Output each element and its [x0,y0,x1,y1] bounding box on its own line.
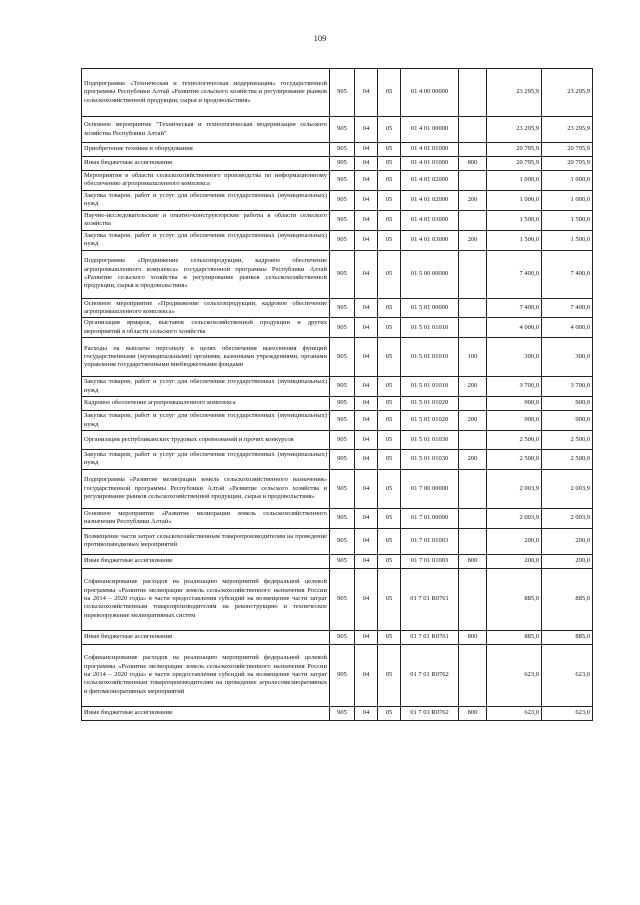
table-row [82,338,593,377]
target-article: 01 7 01 00000 [401,508,459,528]
table-row [82,630,593,644]
section-code: 04 [355,298,378,318]
subsection-code: 05 [378,318,401,338]
target-article: 01 4 01 03000 [401,210,459,230]
amount-1: 1 000,0 [487,171,542,191]
amount-1: 900,0 [487,411,542,431]
amount-2: 7 400,0 [542,298,593,318]
table-row [82,190,593,210]
ministry-code: 905 [330,508,355,528]
row-name: Софинансирование расходов на реализацию мероприятий федеральной целевой программы «Развитие мелиорации земель сельскохозяйственного назначения России на 2014 – 2020 годы» в части предоставления субсидий на возмещение части затрат сельскохозяйственным товаропроизводителям на проведение агролесомелиоративных и фитомелиоративных мероприятий [82,644,330,706]
amount-1: 2 500,0 [487,450,542,470]
ministry-code: 905 [330,411,355,431]
table-row [82,157,593,171]
table-row [82,318,593,338]
amount-2: 20 795,9 [542,143,593,157]
section-code: 04 [355,171,378,191]
table-row [82,298,593,318]
ministry-code: 905 [330,630,355,644]
subsection-code: 05 [378,554,401,568]
ministry-code: 905 [330,143,355,157]
amount-2: 623,0 [542,706,593,720]
amount-2: 2 500,0 [542,450,593,470]
amount-1: 23 295,9 [487,117,542,143]
subsection-code: 05 [378,568,401,630]
amount-1: 300,0 [487,338,542,377]
expense-type [459,397,487,411]
expense-type [459,298,487,318]
target-article: 01 5 01 01010 [401,338,459,377]
budget-table-body [82,69,593,721]
target-article: 01 5 01 00000 [401,298,459,318]
expense-type: 200 [459,377,487,397]
amount-2: 4 000,0 [542,318,593,338]
ministry-code: 905 [330,230,355,250]
target-article: 01 7 01 01003 [401,528,459,554]
subsection-code: 05 [378,469,401,508]
amount-1: 2 500,0 [487,431,542,450]
section-code: 04 [355,143,378,157]
amount-2: 300,0 [542,338,593,377]
amount-1: 4 000,0 [487,318,542,338]
section-code: 04 [355,69,378,117]
amount-2: 1 000,0 [542,190,593,210]
target-article: 01 5 01 01030 [401,450,459,470]
amount-1: 1 500,0 [487,210,542,230]
amount-1: 623,0 [487,706,542,720]
amount-2: 900,0 [542,411,593,431]
target-article: 01 7 01 R0762 [401,644,459,706]
amount-2: 7 400,0 [542,250,593,298]
amount-1: 900,0 [487,397,542,411]
section-code: 04 [355,397,378,411]
target-article: 01 4 00 00000 [401,69,459,117]
section-code: 04 [355,450,378,470]
table-row [82,450,593,470]
amount-2: 623,0 [542,644,593,706]
subsection-code: 05 [378,431,401,450]
ministry-code: 905 [330,706,355,720]
section-code: 04 [355,230,378,250]
expense-type: 100 [459,338,487,377]
subsection-code: 05 [378,338,401,377]
row-name: Иные бюджетные ассигнования [82,706,330,720]
subsection-code: 05 [378,230,401,250]
target-article: 01 4 01 00000 [401,117,459,143]
table-row [82,210,593,230]
row-name: Организация республиканских трудовых соревнований и прочих конкурсов [82,431,330,450]
row-name: Мероприятия в области сельскохозяйственного производства по информационному обеспечению агропромышленного комплекса [82,171,330,191]
ministry-code: 905 [330,377,355,397]
expense-type [459,431,487,450]
table-row [82,644,593,706]
row-name: Закупка товаров, работ и услуг для обеспечения государственных (муниципальных) нужд [82,190,330,210]
row-name: Закупка товаров, работ и услуг для обеспечения государственных (муниципальных) нужд [82,411,330,431]
ministry-code: 905 [330,171,355,191]
target-article: 01 5 01 01010 [401,377,459,397]
ministry-code: 905 [330,157,355,171]
expense-type [459,568,487,630]
target-article: 01 5 00 00000 [401,250,459,298]
section-code: 04 [355,528,378,554]
row-name: Расходы на выплаты персоналу в целях обеспечения выполнения функций государственными (муниципальными) органами, казенными учреждениями, органами управления государственными внебюджетными фондами [82,338,330,377]
table-row [82,411,593,431]
ministry-code: 905 [330,644,355,706]
amount-2: 1 500,0 [542,230,593,250]
ministry-code: 905 [330,469,355,508]
subsection-code: 05 [378,644,401,706]
target-article: 01 7 01 R0761 [401,630,459,644]
section-code: 04 [355,190,378,210]
row-name: Подпрограмма «Развитие мелиорации земель сельскохозяйственного назначения» государственной программы Республики Алтай «Развитие сельского хозяйства и регулирование рынков сельскохозяйственной продукции, сырья и продовольствия» [82,469,330,508]
subsection-code: 05 [378,528,401,554]
amount-2: 885,0 [542,568,593,630]
subsection-code: 05 [378,143,401,157]
table-row [82,568,593,630]
amount-2: 2 500,0 [542,431,593,450]
amount-1: 885,0 [487,568,542,630]
subsection-code: 05 [378,157,401,171]
amount-2: 23 295,9 [542,117,593,143]
section-code: 04 [355,157,378,171]
table-row [82,377,593,397]
section-code: 04 [355,250,378,298]
subsection-code: 05 [378,397,401,411]
amount-2: 200,0 [542,554,593,568]
ministry-code: 905 [330,298,355,318]
expense-type: 200 [459,450,487,470]
row-name: Основное мероприятие «Развитие мелиорации земель сельскохозяйственного назначения Республики Алтай» [82,508,330,528]
row-name: Закупка товаров, работ и услуг для обеспечения государственных (муниципальных) нужд [82,450,330,470]
section-code: 04 [355,377,378,397]
expense-type [459,644,487,706]
ministry-code: 905 [330,117,355,143]
target-article: 01 4 01 01000 [401,157,459,171]
amount-1: 200,0 [487,554,542,568]
table-row [82,469,593,508]
expense-type [459,171,487,191]
row-name: Подпрограмма «Продвижение сельхозпродукции, кадровое обеспечение агропромышленного комплекса» государственной программы Республики Алтай «Развитие сельского хозяйства и регулирование рынков сельскохозяйственной продукции, сырья и продовольствия» [82,250,330,298]
subsection-code: 05 [378,117,401,143]
amount-2: 20 795,9 [542,157,593,171]
amount-2: 23 295,9 [542,69,593,117]
ministry-code: 905 [330,250,355,298]
expense-type: 800 [459,554,487,568]
amount-2: 1 000,0 [542,171,593,191]
section-code: 04 [355,508,378,528]
row-name: Организация ярмарок, выставок сельскохозяйственной продукции и других мероприятий в области сельского хозяйства [82,318,330,338]
row-name: Основное мероприятие "Техническая и технологическая модернизация сельского хозяйства Республики Алтай" [82,117,330,143]
section-code: 04 [355,117,378,143]
amount-2: 885,0 [542,630,593,644]
table-row [82,554,593,568]
expense-type [459,469,487,508]
target-article: 01 5 01 01020 [401,397,459,411]
amount-1: 623,0 [487,644,542,706]
ministry-code: 905 [330,554,355,568]
target-article: 01 7 01 R0761 [401,568,459,630]
ministry-code: 905 [330,190,355,210]
row-name: Закупка товаров, работ и услуг для обеспечения государственных (муниципальных) нужд [82,377,330,397]
expense-type: 200 [459,190,487,210]
expense-type [459,69,487,117]
section-code: 04 [355,338,378,377]
section-code: 04 [355,568,378,630]
row-name: Софинансирование расходов на реализацию мероприятий федеральной целевой программы «Развитие мелиорации земель сельскохозяйственного назначения России на 2014 – 2020 годы» в части предоставления субсидий на возмещение части затрат сельскохозяйственным товаропроизводителям на реконструкцию и техническое перевооружение мелиоративных систем [82,568,330,630]
amount-1: 2 003,9 [487,469,542,508]
row-name: Приобретение техники и оборудования [82,143,330,157]
page-number: 109 [313,33,327,43]
amount-1: 3 700,0 [487,377,542,397]
table-row [82,431,593,450]
amount-1: 1 500,0 [487,230,542,250]
expense-type: 200 [459,230,487,250]
row-name: Подпрограмма «Техническая и технологическая модернизация» государственной программы Республики Алтай «Развитие сельского хозяйства и регулирование рынков сельскохозяйственной продукции, сырья и продовольствия» [82,69,330,117]
amount-1: 20 795,9 [487,157,542,171]
section-code: 04 [355,411,378,431]
ministry-code: 905 [330,69,355,117]
amount-1: 2 003,9 [487,508,542,528]
table-row [82,508,593,528]
amount-2: 1 500,0 [542,210,593,230]
subsection-code: 05 [378,630,401,644]
expense-type [459,143,487,157]
expense-type [459,250,487,298]
ministry-code: 905 [330,338,355,377]
section-code: 04 [355,630,378,644]
subsection-code: 05 [378,190,401,210]
budget-table [81,68,593,721]
subsection-code: 05 [378,298,401,318]
amount-2: 200,0 [542,528,593,554]
target-article: 01 4 01 03000 [401,230,459,250]
ministry-code: 905 [330,568,355,630]
amount-2: 900,0 [542,397,593,411]
subsection-code: 05 [378,210,401,230]
target-article: 01 7 01 R0762 [401,706,459,720]
expense-type: 800 [459,157,487,171]
target-article: 01 4 01 01000 [401,143,459,157]
row-name: Иные бюджетные ассигнования [82,630,330,644]
ministry-code: 905 [330,450,355,470]
amount-1: 23 295,9 [487,69,542,117]
section-code: 04 [355,469,378,508]
row-name: Основное мероприятие «Продвижение сельхозпродукции, кадровое обеспечение агропромышленного комплекса» [82,298,330,318]
amount-2: 2 003,9 [542,469,593,508]
ministry-code: 905 [330,528,355,554]
expense-type [459,508,487,528]
ministry-code: 905 [330,318,355,338]
section-code: 04 [355,210,378,230]
amount-1: 1 000,0 [487,190,542,210]
amount-1: 7 400,0 [487,250,542,298]
amount-2: 3 700,0 [542,377,593,397]
expense-type: 800 [459,630,487,644]
subsection-code: 05 [378,171,401,191]
table-row [82,117,593,143]
target-article: 01 7 00 00000 [401,469,459,508]
table-row [82,706,593,720]
row-name: Возмещение части затрат сельскохозяйственным товаропроизводителям на проведение противопаводковых мероприятий [82,528,330,554]
amount-2: 2 003,9 [542,508,593,528]
expense-type: 200 [459,411,487,431]
expense-type: 800 [459,706,487,720]
table-row [82,171,593,191]
table-row [82,230,593,250]
amount-1: 7 400,0 [487,298,542,318]
subsection-code: 05 [378,69,401,117]
section-code: 04 [355,644,378,706]
row-name: Иные бюджетные ассигнования [82,157,330,171]
row-name: Кадровое обеспечение агропромышленного комплекса [82,397,330,411]
subsection-code: 05 [378,450,401,470]
target-article: 01 5 01 01010 [401,318,459,338]
target-article: 01 4 01 02000 [401,190,459,210]
expense-type [459,318,487,338]
target-article: 01 4 01 02000 [401,171,459,191]
subsection-code: 05 [378,508,401,528]
target-article: 01 5 01 01030 [401,431,459,450]
table-row [82,528,593,554]
table-row [82,143,593,157]
row-name: Научно-исследовательские и опытно-конструкторские работы в области сельского хозяйства [82,210,330,230]
subsection-code: 05 [378,706,401,720]
expense-type [459,117,487,143]
section-code: 04 [355,318,378,338]
amount-1: 200,0 [487,528,542,554]
amount-1: 20 795,9 [487,143,542,157]
section-code: 04 [355,554,378,568]
subsection-code: 05 [378,377,401,397]
table-row [82,250,593,298]
subsection-code: 05 [378,250,401,298]
target-article: 01 7 01 01003 [401,554,459,568]
section-code: 04 [355,431,378,450]
expense-type [459,528,487,554]
target-article: 01 5 01 01020 [401,411,459,431]
table-row [82,69,593,117]
amount-1: 885,0 [487,630,542,644]
ministry-code: 905 [330,397,355,411]
ministry-code: 905 [330,431,355,450]
row-name: Иные бюджетные ассигнования [82,554,330,568]
subsection-code: 05 [378,411,401,431]
section-code: 04 [355,706,378,720]
table-row [82,397,593,411]
row-name: Закупка товаров, работ и услуг для обеспечения государственных (муниципальных) нужд [82,230,330,250]
expense-type [459,210,487,230]
ministry-code: 905 [330,210,355,230]
